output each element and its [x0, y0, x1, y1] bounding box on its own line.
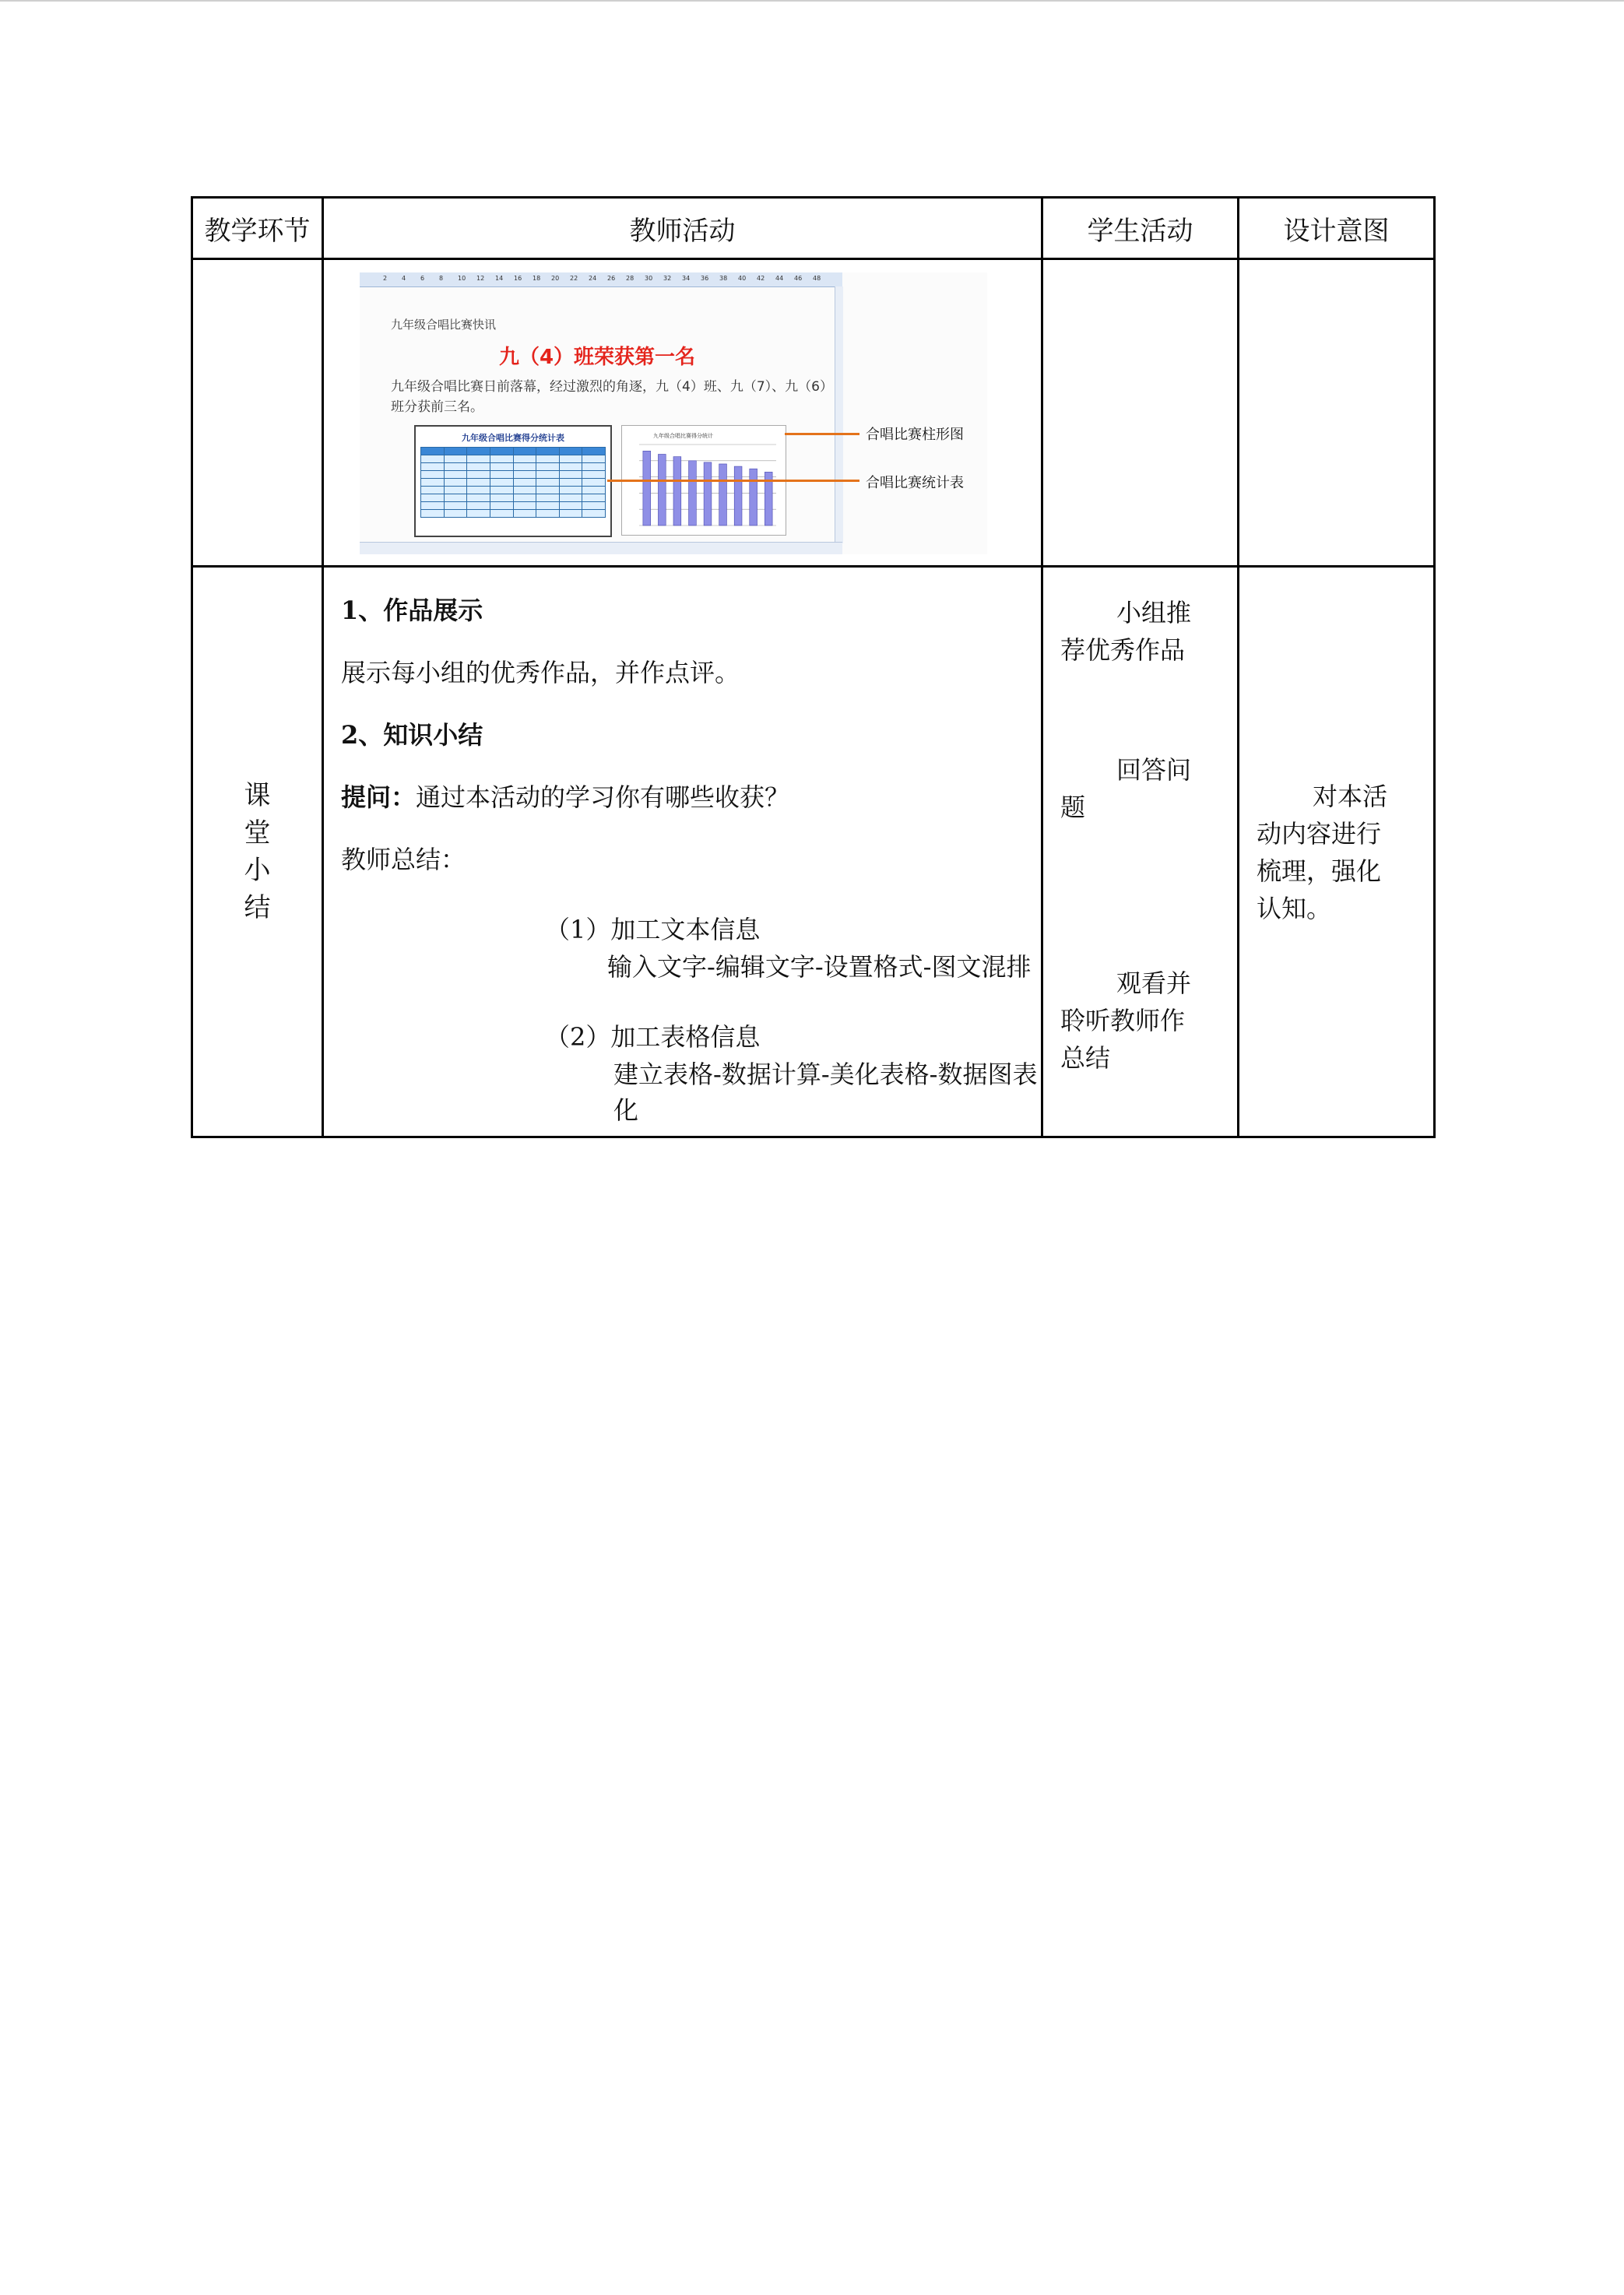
mini-table-cell [582, 479, 606, 487]
mini-table-row [421, 463, 606, 471]
mini-table-cell [444, 479, 467, 487]
mini-table-cell [582, 494, 606, 502]
mini-table-cell [513, 463, 536, 471]
mini-table-cell [467, 471, 490, 479]
mini-table-cell [444, 455, 467, 463]
mini-table-cell [536, 510, 560, 518]
mini-table-cell [467, 479, 490, 487]
word-document-screenshot [360, 272, 987, 554]
chart-bar [704, 462, 712, 525]
mini-table-cell [467, 502, 490, 510]
mini-table-cell [582, 455, 606, 463]
mini-table-cell [536, 502, 560, 510]
callout-label-table: 合唱比赛统计表 [866, 475, 964, 491]
table-header-row [192, 198, 1435, 259]
mini-table-cell [444, 502, 467, 510]
ruler-tick: 38 [719, 275, 728, 282]
summary-item-1-title: （1）加工文本信息 [545, 915, 761, 944]
mini-table-cell [559, 448, 582, 455]
ruler-tick: 14 [495, 275, 504, 282]
mini-table-cell [536, 463, 560, 471]
chart-bar [643, 451, 651, 525]
screenshot-cell [323, 259, 1042, 567]
ruler [360, 272, 842, 287]
mini-table-cell [582, 502, 606, 510]
mini-table-cell [536, 455, 560, 463]
mini-table-cell [536, 448, 560, 455]
score-table-title: 九年级合唱比赛得分统计表 [462, 433, 564, 443]
mini-table-cell [421, 463, 445, 471]
summary-item-2-detail: 建立表格-数据计算-美化表格-数据图表化 [613, 1060, 1038, 1125]
ruler-tick: 22 [570, 275, 578, 282]
chart-title: 九年级合唱比赛得分统计 [653, 433, 713, 439]
mini-table-cell [421, 479, 445, 487]
stage-char: 结 [244, 892, 271, 923]
callout-line-table [607, 480, 859, 482]
mini-table-row [421, 502, 606, 510]
mini-table-cell [536, 494, 560, 502]
doc-title: 九（4）班荣获第一名 [498, 346, 696, 369]
stage-char: 课 [244, 780, 271, 811]
section-heading-summary: 2、知识小结 [341, 720, 483, 750]
doc-header: 九年级合唱比赛快讯 [391, 318, 497, 332]
header-stage: 教学环节 [192, 198, 323, 259]
mini-table-cell [536, 487, 560, 494]
stage-char: 小 [244, 855, 271, 886]
screenshot-row-student [1042, 259, 1239, 567]
mini-table-cell [490, 494, 513, 502]
mini-table-cell [421, 448, 445, 455]
lesson-plan-table [191, 196, 1436, 1138]
ruler-tick: 40 [738, 275, 747, 282]
horizontal-scrollbar [360, 542, 842, 554]
mini-table-cell [559, 455, 582, 463]
mini-table-cell [513, 455, 536, 463]
mini-table-cell [467, 487, 490, 494]
score-table-grid [420, 447, 606, 518]
callout-label-chart: 合唱比赛柱形图 [866, 427, 964, 443]
summary-item-2-title: （2）加工表格信息 [545, 1022, 761, 1052]
mini-table-cell [513, 502, 536, 510]
mini-table-row [421, 455, 606, 463]
ruler-tick: 46 [794, 275, 803, 282]
mini-table-cell [467, 455, 490, 463]
mini-table-cell [582, 471, 606, 479]
chart-bar [689, 461, 697, 525]
question-label: 提问： [341, 782, 417, 812]
ruler-tick: 48 [813, 275, 821, 282]
ruler-tick: 4 [402, 275, 406, 282]
mini-table-cell [467, 510, 490, 518]
mini-table-cell [421, 471, 445, 479]
ruler-tick: 28 [626, 275, 634, 282]
ruler-tick: 36 [701, 275, 709, 282]
ruler-tick: 32 [663, 275, 672, 282]
mini-table-row [421, 471, 606, 479]
mini-table-cell [559, 487, 582, 494]
mini-table-cell [421, 502, 445, 510]
mini-table-cell [490, 471, 513, 479]
ruler-tick: 20 [551, 275, 560, 282]
question-text: 通过本活动的学习你有哪些收获？ [416, 782, 790, 812]
showcase-text: 展示每小组的优秀作品，并作点评。 [341, 658, 740, 687]
header-teacher-activity: 教师活动 [323, 198, 1042, 259]
mini-table-cell [467, 448, 490, 455]
mini-table-row [421, 510, 606, 518]
mini-table-cell [513, 494, 536, 502]
mini-table-row [421, 448, 606, 455]
student-activity-3: 观看并 聆听教师作 总结 [1060, 968, 1192, 1073]
mini-table-cell [467, 494, 490, 502]
mini-table-cell [467, 463, 490, 471]
ruler-tick: 12 [476, 275, 485, 282]
mini-table-cell [421, 487, 445, 494]
mini-table-cell [582, 448, 606, 455]
design-intent-cell [1239, 567, 1435, 1137]
mini-table-cell [444, 463, 467, 471]
mini-table-cell [444, 487, 467, 494]
mini-table-cell [444, 448, 467, 455]
mini-table-cell [490, 487, 513, 494]
ruler-tick: 10 [458, 275, 466, 282]
student-activity-2: 回答问 题 [1060, 755, 1192, 822]
mini-table-cell [490, 463, 513, 471]
chart-bar [658, 454, 666, 525]
stage-cell [192, 567, 323, 1137]
mini-table-row [421, 494, 606, 502]
mini-table-cell [536, 471, 560, 479]
header-design-intent: 设计意图 [1239, 198, 1435, 259]
mini-table-cell [490, 502, 513, 510]
ruler-tick: 16 [514, 275, 522, 282]
chart-bar [719, 464, 727, 525]
ruler-tick: 44 [775, 275, 784, 282]
mini-table-cell [536, 479, 560, 487]
ruler-tick: 26 [607, 275, 616, 282]
mini-table-row [421, 479, 606, 487]
mini-table-cell [421, 494, 445, 502]
ruler-tick: 18 [533, 275, 541, 282]
chart-bar [750, 469, 758, 525]
mini-table-cell [559, 502, 582, 510]
header-student-activity: 学生活动 [1042, 198, 1239, 259]
mini-table-cell [421, 455, 445, 463]
ruler-tick: 30 [645, 275, 653, 282]
question-line [341, 778, 789, 814]
vertical-scrollbar [835, 286, 843, 543]
design-intent-text: 对本活 动内容进行 梳理，强化 认知。 [1257, 782, 1388, 923]
ruler-tick: 8 [439, 275, 444, 282]
mini-table-cell [444, 494, 467, 502]
mini-table-cell [559, 479, 582, 487]
summary-row [192, 567, 1435, 1137]
mini-table-cell [490, 510, 513, 518]
mini-table-cell [559, 510, 582, 518]
chart-bar [673, 457, 681, 525]
mini-table-cell [582, 487, 606, 494]
mini-table-cell [559, 471, 582, 479]
screenshot-row [192, 259, 1435, 567]
mini-table-cell [513, 487, 536, 494]
mini-table-cell [513, 448, 536, 455]
screenshot-row-intent [1239, 259, 1435, 567]
mini-table-cell [513, 479, 536, 487]
mini-table-cell [582, 510, 606, 518]
ruler-tick: 24 [589, 275, 597, 282]
student-activity-cell [1042, 567, 1239, 1137]
mini-table-cell [444, 471, 467, 479]
summary-item-1-detail: 输入文字-编辑文字-设置格式-图文混排 [607, 952, 1032, 982]
page-top-border [0, 0, 1624, 2]
ruler-tick: 2 [383, 275, 388, 282]
ruler-tick: 34 [682, 275, 691, 282]
mini-table-cell [582, 463, 606, 471]
teacher-activity-cell [323, 567, 1042, 1137]
mini-table-cell [559, 463, 582, 471]
ruler-tick: 42 [757, 275, 765, 282]
mini-table-row [421, 487, 606, 494]
student-activity-1: 小组推 荐优秀作品 [1060, 598, 1192, 665]
callout-line-chart [785, 433, 859, 435]
mini-table-cell [490, 448, 513, 455]
chart-bar [734, 466, 742, 525]
stage-char: 堂 [244, 817, 271, 849]
ruler-tick: 6 [420, 275, 425, 282]
mini-table-cell [559, 494, 582, 502]
mini-table-cell [490, 455, 513, 463]
mini-table-cell [513, 471, 536, 479]
screenshot-row-stage [192, 259, 323, 567]
doc-paragraph: 九年级合唱比赛日前落幕，经过激烈的角逐，九（4）班、九（7）、九（6）班分获前三名。 [391, 379, 827, 415]
mini-table-cell [421, 510, 445, 518]
mini-table-cell [513, 510, 536, 518]
teacher-summary-label: 教师总结： [341, 845, 466, 874]
mini-table-cell [490, 479, 513, 487]
score-table-thumbnail [414, 425, 612, 537]
section-heading-showcase: 1、作品展示 [341, 596, 483, 625]
mini-table-cell [444, 510, 467, 518]
